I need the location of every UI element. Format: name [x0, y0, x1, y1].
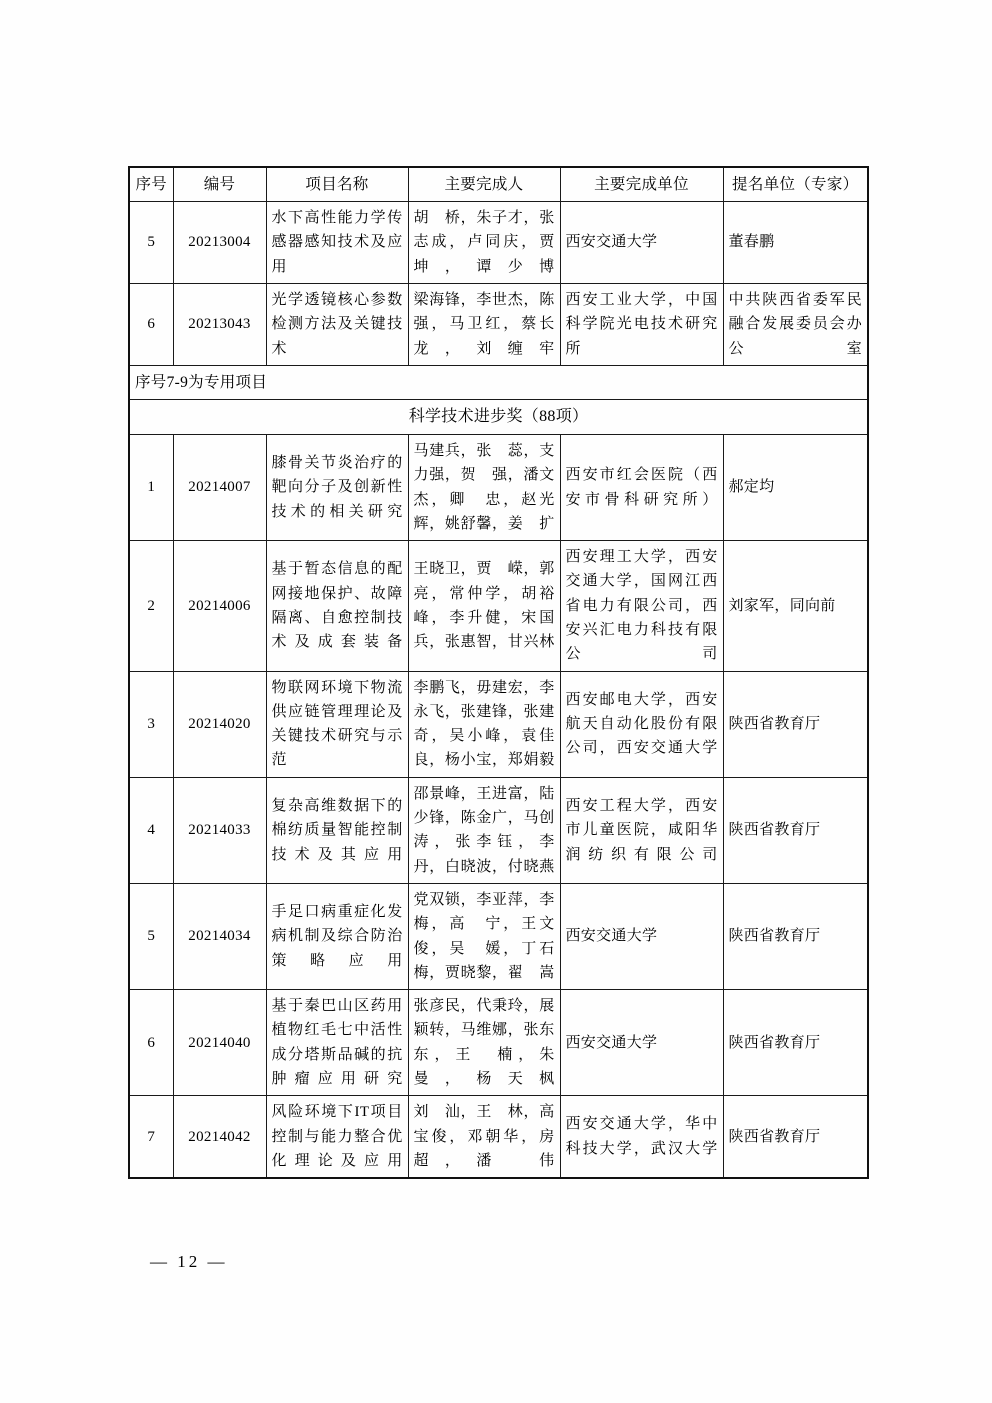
- header-title: 项目名称: [266, 167, 408, 202]
- table-row: [129, 202, 868, 284]
- cell-code: 20213043: [173, 284, 266, 366]
- header-code: 编号: [173, 167, 266, 202]
- header-people: 主要完成人: [408, 167, 560, 202]
- cell-code: 20214034: [173, 883, 266, 989]
- cell-nominator: 陕西省教育厅: [723, 777, 868, 883]
- note-row: [129, 365, 868, 399]
- cell-title: 水下高性能力学传感器感知技术及应用: [266, 202, 408, 284]
- cell-code: 20214042: [173, 1096, 266, 1178]
- page-number: — 12 —: [150, 1252, 228, 1271]
- cell-code: 20213004: [173, 202, 266, 284]
- cell-seq: 4: [129, 777, 173, 883]
- cell-org: 西安交通大学: [560, 883, 723, 989]
- cell-code: 20214006: [173, 541, 266, 671]
- award-table-container: [128, 166, 867, 1179]
- cell-nominator: 中共陕西省委军民融合发展委员会办公室: [723, 284, 868, 366]
- cell-people: 王晓卫，贾 嵘，郭 亮，常仲学，胡裕峰，李升健，宋国兵，张惠智，甘兴林: [408, 541, 560, 671]
- cell-title: 风险环境下IT项目控制与能力整合优化理论及应用: [266, 1096, 408, 1178]
- cell-nominator: 陕西省教育厅: [723, 671, 868, 777]
- cell-title: 复杂高维数据下的棉纺质量智能控制技术及其应用: [266, 777, 408, 883]
- cell-title: 基于秦巴山区药用植物红毛七中活性成分塔斯品碱的抗肿瘤应用研究: [266, 990, 408, 1096]
- cell-org: 西安交通大学: [560, 990, 723, 1096]
- table-row: [129, 434, 868, 540]
- cell-nominator: 陕西省教育厅: [723, 990, 868, 1096]
- section-header-progress-award: 科学技术进步奖（88项）: [129, 400, 868, 435]
- cell-people: 李鹏飞，毋建宏，李永飞，张建锋，张建奇，吴小峰，袁佳良，杨小宝，郑娟毅: [408, 671, 560, 777]
- cell-seq: 3: [129, 671, 173, 777]
- header-nominator: 提名单位（专家）: [723, 167, 868, 202]
- cell-people: 邵景峰，王进富，陆少锋，陈金广，马创涛，张李钰，李 丹，白晓波，付晓燕: [408, 777, 560, 883]
- cell-title: 光学透镜核心参数检测方法及关键技术: [266, 284, 408, 366]
- cell-title: 膝骨关节炎治疗的靶向分子及创新性技术的相关研究: [266, 434, 408, 540]
- cell-people: 胡 桥，朱子才，张志成，卢同庆，贾 坤，谭少博: [408, 202, 560, 284]
- cell-org: 西安理工大学，西安交通大学，国网江西省电力有限公司，西安兴汇电力科技有限公司: [560, 541, 723, 671]
- table-row: [129, 671, 868, 777]
- cell-org: 西安市红会医院（西安市骨科研究所）: [560, 434, 723, 540]
- cell-code: 20214040: [173, 990, 266, 1096]
- header-org: 主要完成单位: [560, 167, 723, 202]
- cell-seq: 2: [129, 541, 173, 671]
- cell-org: 西安交通大学: [560, 202, 723, 284]
- cell-nominator: 刘家军，同向前: [723, 541, 868, 671]
- cell-nominator: 董春鹏: [723, 202, 868, 284]
- cell-nominator: 陕西省教育厅: [723, 1096, 868, 1178]
- cell-seq: 6: [129, 284, 173, 366]
- table-row: [129, 777, 868, 883]
- cell-org: 西安工程大学，西安市儿童医院，咸阳华润纺织有限公司: [560, 777, 723, 883]
- cell-org: 西安交通大学，华中科技大学，武汉大学: [560, 1096, 723, 1178]
- cell-org: 西安邮电大学，西安航天自动化股份有限公司，西安交通大学: [560, 671, 723, 777]
- header-row: [129, 167, 868, 202]
- table-header: [129, 167, 868, 202]
- table-row: [129, 284, 868, 366]
- table-body: [129, 202, 868, 1179]
- cell-seq: 6: [129, 990, 173, 1096]
- section-header-row: [129, 400, 868, 435]
- table-row: [129, 883, 868, 989]
- table-row: [129, 1096, 868, 1178]
- cell-code: 20214033: [173, 777, 266, 883]
- cell-people: 马建兵，张 蕊，支力强，贺 强，潘文杰，卿 忠，赵光辉，姚舒馨，姜 扩: [408, 434, 560, 540]
- cell-title: 基于暂态信息的配网接地保护、故障隔离、自愈控制技术及成套装备: [266, 541, 408, 671]
- cell-people: 党双锁，李亚萍，李 梅，高 宁，王文俊，吴 媛，丁石梅，贾晓黎，翟 嵩: [408, 883, 560, 989]
- cell-people: 张彦民，代秉玲，展颖转，马维娜，张东东，王 楠，朱 曼，杨天枫: [408, 990, 560, 1096]
- cell-title: 物联网环境下物流供应链管理理论及关键技术研究与示范: [266, 671, 408, 777]
- cell-seq: 1: [129, 434, 173, 540]
- cell-code: 20214007: [173, 434, 266, 540]
- table-row: [129, 541, 868, 671]
- cell-nominator: 陕西省教育厅: [723, 883, 868, 989]
- cell-people: 梁海锋，李世杰，陈 强，马卫红，蔡长龙，刘缠牢: [408, 284, 560, 366]
- award-table: [128, 166, 869, 1179]
- cell-nominator: 郝定均: [723, 434, 868, 540]
- header-seq: 序号: [129, 167, 173, 202]
- cell-seq: 7: [129, 1096, 173, 1178]
- cell-people: 刘 汕，王 林，高宝俊，邓朝华，房 超，潘 伟: [408, 1096, 560, 1178]
- cell-code: 20214020: [173, 671, 266, 777]
- cell-title: 手足口病重症化发病机制及综合防治策略应用: [266, 883, 408, 989]
- cell-org: 西安工业大学，中国科学院光电技术研究所: [560, 284, 723, 366]
- cell-seq: 5: [129, 883, 173, 989]
- special-project-note: 序号7-9为专用项目: [129, 365, 868, 399]
- cell-seq: 5: [129, 202, 173, 284]
- table-row: [129, 990, 868, 1096]
